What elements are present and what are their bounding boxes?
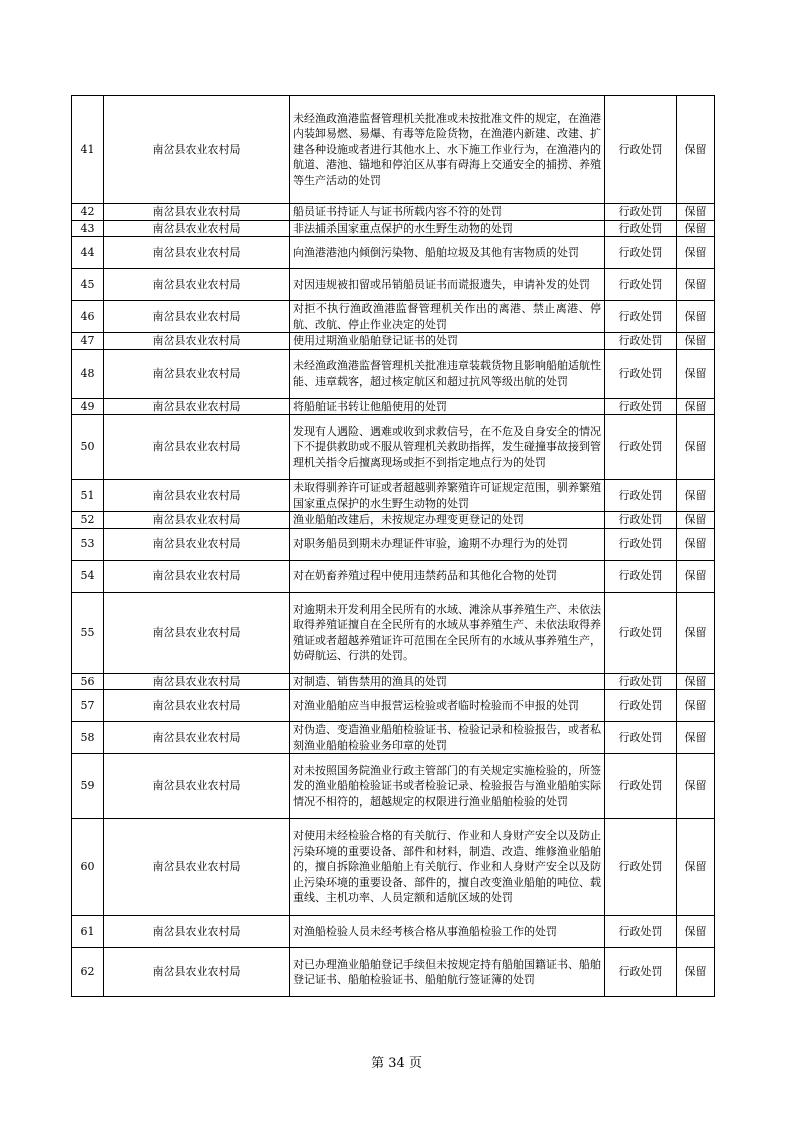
table-row	[72, 269, 715, 301]
department-cell: 南岔县农业农村局	[104, 333, 290, 350]
item-name-cell: 未经渔政渔港监督管理机关批准或未按批准文件的规定，在渔港内装卸易燃、易爆、有毒等危险货物，在渔港内新建、改建、扩建各种设施或者进行其他水上、水下施工作业行为，在渔港内的航道、港池、锚地和停泊区从事有碍海上交通安全的捕捞、养殖等生产活动的处罚	[290, 96, 605, 204]
row-number: 61	[72, 916, 104, 948]
power-type-cell: 行政处罚	[605, 819, 677, 916]
row-number: 55	[72, 592, 104, 673]
row-number: 58	[72, 722, 104, 754]
item-name-cell: 向渔港港池内倾倒污染物、船舶垃圾及其他有害物质的处罚	[290, 237, 605, 269]
status-cell: 保留	[677, 512, 715, 529]
department-cell: 南岔县农业农村局	[104, 349, 290, 398]
row-number: 51	[72, 480, 104, 512]
row-number: 41	[72, 96, 104, 204]
item-name-cell: 对拒不执行渔政渔港监督管理机关作出的离港、禁止离港、停航、改航、停止作业决定的处罚	[290, 301, 605, 333]
item-name-cell: 对渔业船舶应当申报营运检验或者临时检验而不申报的处罚	[290, 690, 605, 722]
department-cell: 南岔县农业农村局	[104, 204, 290, 221]
power-type-cell: 行政处罚	[605, 269, 677, 301]
department-cell: 南岔县农业农村局	[104, 269, 290, 301]
table-row	[72, 690, 715, 722]
department-cell: 南岔县农业农村局	[104, 301, 290, 333]
status-cell: 保留	[677, 204, 715, 221]
row-number: 57	[72, 690, 104, 722]
row-number: 53	[72, 528, 104, 560]
power-type-cell: 行政处罚	[605, 916, 677, 948]
item-name-cell: 渔业船舶改建后，未按规定办理变更登记的处罚	[290, 512, 605, 529]
power-type-cell: 行政处罚	[605, 512, 677, 529]
status-cell: 保留	[677, 301, 715, 333]
item-name-cell: 对使用未经检验合格的有关航行、作业和人身财产安全以及防止污染环境的重要设备、部件和材料，制造、改造、维修渔业船舶的，擅自拆除渔业船舶上有关航行、作业和人身财产安全以及防止污染环境的重要设备、部件的，擅自改变渔业船舶的吨位、载重线、主机功率、人员定额和适航区域的处罚	[290, 819, 605, 916]
status-cell: 保留	[677, 398, 715, 415]
power-type-cell: 行政处罚	[605, 349, 677, 398]
department-cell: 南岔县农业农村局	[104, 480, 290, 512]
item-name-cell: 对逾期未开发利用全民所有的水域、滩涂从事养殖生产、未依法取得养殖证擅自在全民所有的水域从事养殖生产、未依法取得养殖证或者超越养殖证许可范围在全民所有的水域从事养殖生产，妨碍航运、行洪的处罚。	[290, 592, 605, 673]
power-type-cell: 行政处罚	[605, 673, 677, 690]
status-cell: 保留	[677, 916, 715, 948]
power-type-cell: 行政处罚	[605, 220, 677, 237]
status-cell: 保留	[677, 673, 715, 690]
row-number: 43	[72, 220, 104, 237]
power-type-cell: 行政处罚	[605, 948, 677, 997]
status-cell: 保留	[677, 560, 715, 592]
department-cell: 南岔县农业农村局	[104, 754, 290, 819]
item-name-cell: 对已办理渔业船舶登记手续但未按规定持有船舶国籍证书、船舶登记证书、船舶检验证书、船舶航行签证簿的处罚	[290, 948, 605, 997]
status-cell: 保留	[677, 237, 715, 269]
power-list-table	[71, 95, 715, 997]
power-type-cell: 行政处罚	[605, 398, 677, 415]
status-cell: 保留	[677, 349, 715, 398]
status-cell: 保留	[677, 592, 715, 673]
power-type-cell: 行政处罚	[605, 237, 677, 269]
status-cell: 保留	[677, 690, 715, 722]
power-type-cell: 行政处罚	[605, 204, 677, 221]
power-type-cell: 行政处罚	[605, 415, 677, 480]
status-cell: 保留	[677, 754, 715, 819]
department-cell: 南岔县农业农村局	[104, 512, 290, 529]
item-name-cell: 对因违规被扣留或吊销船员证书而谎报遗失，申请补发的处罚	[290, 269, 605, 301]
row-number: 50	[72, 415, 104, 480]
power-type-cell: 行政处罚	[605, 690, 677, 722]
department-cell: 南岔县农业农村局	[104, 722, 290, 754]
table-row	[72, 415, 715, 480]
table-row	[72, 301, 715, 333]
table-row	[72, 398, 715, 415]
department-cell: 南岔县农业农村局	[104, 415, 290, 480]
item-name-cell: 未经渔政渔港监督管理机关批准违章装载货物且影响船舶适航性能、违章载客，超过核定航区和超过抗风等级出航的处罚	[290, 349, 605, 398]
row-number: 56	[72, 673, 104, 690]
department-cell: 南岔县农业农村局	[104, 673, 290, 690]
power-type-cell: 行政处罚	[605, 528, 677, 560]
table-row	[72, 528, 715, 560]
power-type-cell: 行政处罚	[605, 560, 677, 592]
item-name-cell: 对在奶畜养殖过程中使用违禁药品和其他化合物的处罚	[290, 560, 605, 592]
row-number: 48	[72, 349, 104, 398]
item-name-cell: 未取得驯养许可证或者超越驯养繁殖许可证规定范围，驯养繁殖国家重点保护的水生野生动物的处罚	[290, 480, 605, 512]
page-number: 第 34 页	[371, 1056, 422, 1071]
status-cell: 保留	[677, 480, 715, 512]
row-number: 45	[72, 269, 104, 301]
status-cell: 保留	[677, 819, 715, 916]
status-cell: 保留	[677, 415, 715, 480]
row-number: 60	[72, 819, 104, 916]
department-cell: 南岔县农业农村局	[104, 592, 290, 673]
row-number: 44	[72, 237, 104, 269]
department-cell: 南岔县农业农村局	[104, 916, 290, 948]
status-cell: 保留	[677, 269, 715, 301]
power-type-cell: 行政处罚	[605, 333, 677, 350]
department-cell: 南岔县农业农村局	[104, 560, 290, 592]
row-number: 52	[72, 512, 104, 529]
row-number: 42	[72, 204, 104, 221]
table-row	[72, 480, 715, 512]
table-row	[72, 592, 715, 673]
row-number: 49	[72, 398, 104, 415]
department-cell: 南岔县农业农村局	[104, 819, 290, 916]
item-name-cell: 对渔船检验人员未经考核合格从事渔船检验工作的处罚	[290, 916, 605, 948]
status-cell: 保留	[677, 722, 715, 754]
department-cell: 南岔县农业农村局	[104, 237, 290, 269]
table-row	[72, 237, 715, 269]
item-name-cell: 对制造、销售禁用的渔具的处罚	[290, 673, 605, 690]
table-row	[72, 673, 715, 690]
table-row	[72, 204, 715, 221]
row-number: 54	[72, 560, 104, 592]
table-row	[72, 819, 715, 916]
department-cell: 南岔县农业农村局	[104, 690, 290, 722]
status-cell: 保留	[677, 96, 715, 204]
department-cell: 南岔县农业农村局	[104, 220, 290, 237]
table-row	[72, 948, 715, 997]
power-type-cell: 行政处罚	[605, 96, 677, 204]
status-cell: 保留	[677, 948, 715, 997]
row-number: 59	[72, 754, 104, 819]
status-cell: 保留	[677, 528, 715, 560]
power-type-cell: 行政处罚	[605, 722, 677, 754]
table-row	[72, 220, 715, 237]
department-cell: 南岔县农业农村局	[104, 528, 290, 560]
item-name-cell: 对未按照国务院渔业行政主管部门的有关规定实施检验的，所签发的渔业船舶检验证书或者检验记录、检验报告与渔业船舶实际情况不相符的，超越规定的权限进行渔业船舶检验的处罚	[290, 754, 605, 819]
table-row	[72, 333, 715, 350]
row-number: 47	[72, 333, 104, 350]
power-type-cell: 行政处罚	[605, 754, 677, 819]
table-row	[72, 754, 715, 819]
power-type-cell: 行政处罚	[605, 480, 677, 512]
department-cell: 南岔县农业农村局	[104, 948, 290, 997]
item-name-cell: 将船舶证书转让他船使用的处罚	[290, 398, 605, 415]
table-row	[72, 349, 715, 398]
status-cell: 保留	[677, 333, 715, 350]
item-name-cell: 对职务船员到期未办理证件审验，逾期不办理行为的处罚	[290, 528, 605, 560]
item-name-cell: 发现有人遇险、遇难或收到求救信号，在不危及自身安全的情况下不提供救助或不服从管理机关救助指挥，发生碰撞事故接到管理机关指令后擅离现场或拒不到指定地点行为的处罚	[290, 415, 605, 480]
table-row	[72, 96, 715, 204]
table-row	[72, 722, 715, 754]
item-name-cell: 船员证书持证人与证书所载内容不符的处罚	[290, 204, 605, 221]
table-row	[72, 916, 715, 948]
item-name-cell: 使用过期渔业船舶登记证书的处罚	[290, 333, 605, 350]
table-row	[72, 512, 715, 529]
power-type-cell: 行政处罚	[605, 301, 677, 333]
department-cell: 南岔县农业农村局	[104, 96, 290, 204]
item-name-cell: 非法捕杀国家重点保护的水生野生动物的处罚	[290, 220, 605, 237]
row-number: 46	[72, 301, 104, 333]
item-name-cell: 对伪造、变造渔业船舶检验证书、检验记录和检验报告，或者私刻渔业船舶检验业务印章的处罚	[290, 722, 605, 754]
table-row	[72, 560, 715, 592]
table-body	[72, 96, 715, 997]
power-type-cell: 行政处罚	[605, 592, 677, 673]
status-cell: 保留	[677, 220, 715, 237]
department-cell: 南岔县农业农村局	[104, 398, 290, 415]
row-number: 62	[72, 948, 104, 997]
